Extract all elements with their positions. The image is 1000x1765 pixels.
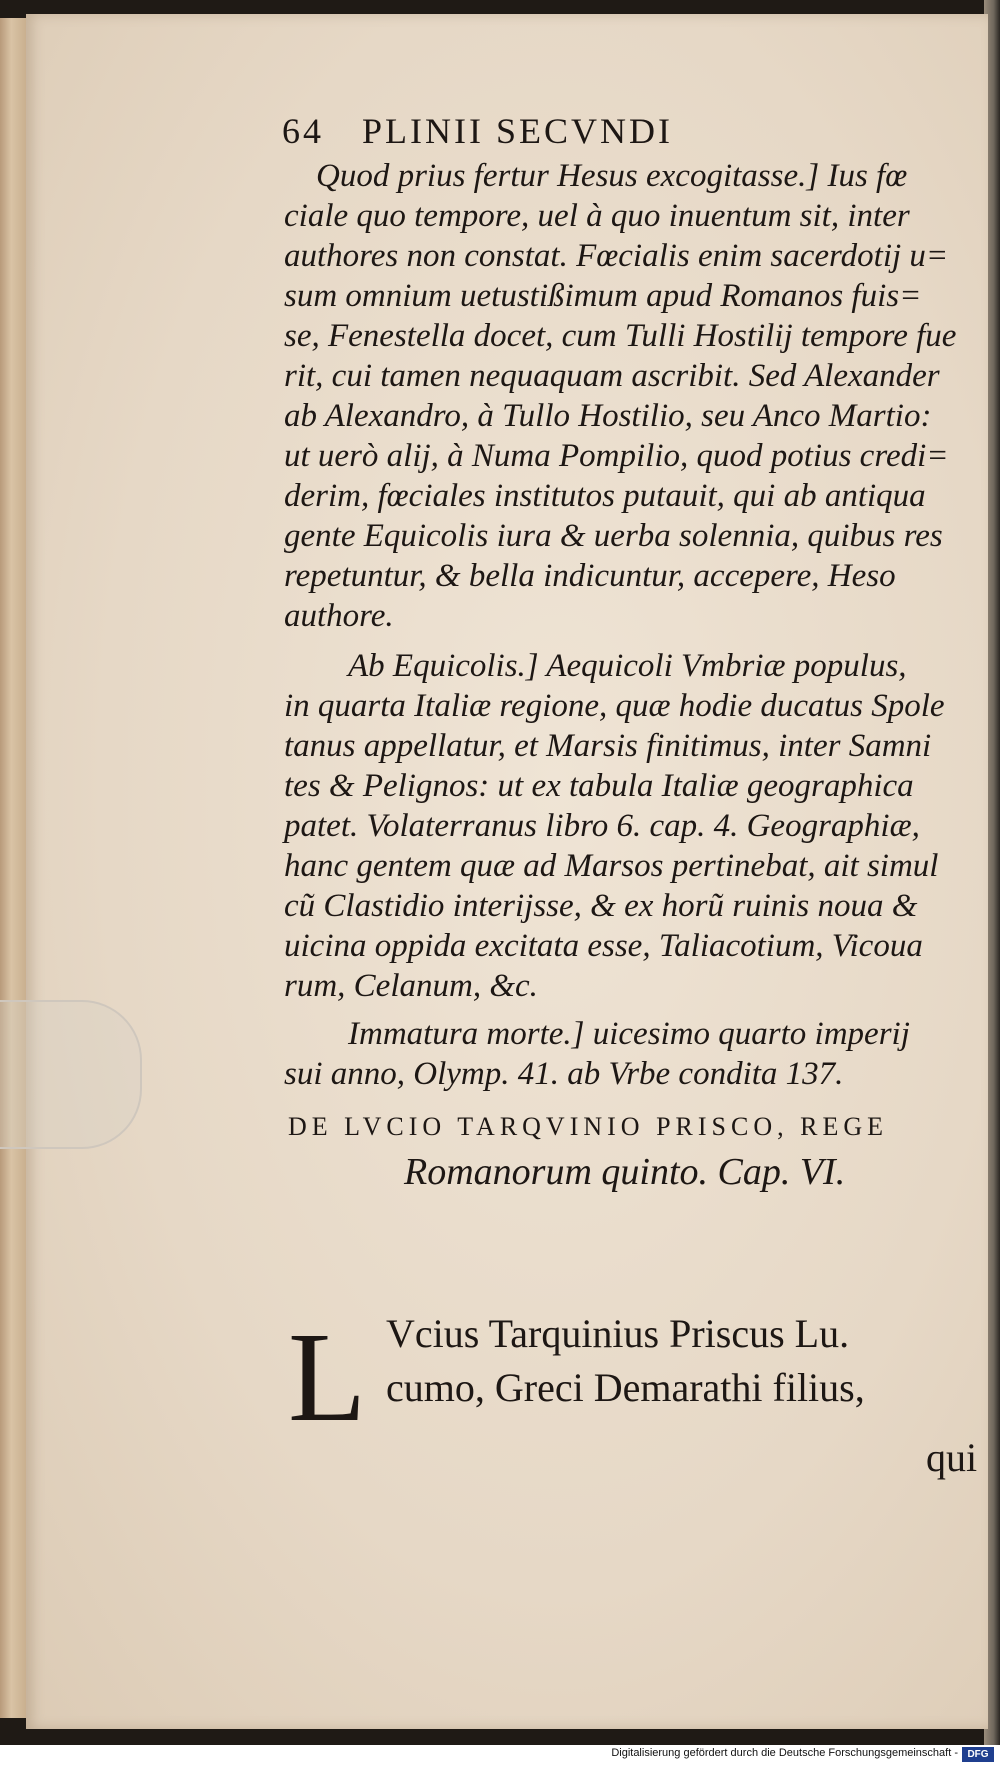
left-page-edge: [0, 18, 28, 1718]
chapter-heading-italic: Romanorum quinto. Cap. VI.: [404, 1151, 846, 1193]
commentary-line: repetuntur, & bella indicuntur, accepere, Heso: [284, 558, 896, 594]
commentary-line: patet. Volaterranus libro 6. cap. 4. Geographiæ,: [284, 808, 920, 844]
commentary-line: rum, Celanum, &c.: [284, 968, 538, 1004]
body-line: cumo, Greci Demarathi filius,: [386, 1365, 865, 1410]
footer-credit: Digitalisierung gefördert durch die Deutsche Forschungsgemeinschaft -: [611, 1747, 958, 1759]
page-text: [26, 14, 988, 1729]
commentary-line: authore.: [284, 598, 394, 634]
catchword: qui: [926, 1435, 978, 1480]
commentary-line: sui anno, Olymp. 41. ab Vrbe condita 137.: [284, 1056, 844, 1092]
commentary-line: uicina oppida excitata esse, Taliacotium, Vicoua: [284, 928, 923, 964]
chapter-heading-caps: DE LVCIO TARQVINIO PRISCO, REGE: [288, 1112, 888, 1141]
commentary-line: tes & Pelignos: ut ex tabula Italiæ geographica: [284, 768, 914, 804]
commentary-line: in quarta Italiæ regione, quæ hodie ducatus Spole: [284, 688, 945, 724]
book-page: [26, 14, 988, 1729]
commentary-line: cũ Clastidio interijsse, & ex horũ ruinis noua &: [284, 888, 918, 924]
commentary-line: derim, fœciales institutos putauit, qui ab antiqua: [284, 478, 926, 514]
commentary-line: Immatura morte.] uicesimo quarto imperij: [348, 1016, 910, 1052]
commentary-line: gente Equicolis iura & uerba solennia, quibus res: [284, 518, 943, 554]
commentary-line: se, Fenestella docet, cum Tulli Hostilij tempore fue: [284, 318, 957, 354]
dfg-logo-icon: DFG: [962, 1747, 994, 1762]
body-line: Vcius Tarquinius Priscus Lu.: [386, 1311, 850, 1356]
running-head: [282, 110, 882, 160]
commentary-line: rit, cui tamen nequaquam ascribit. Sed Alexander: [284, 358, 940, 394]
page-number: 64: [282, 111, 324, 151]
commentary-line: Ab Equicolis.] Aequicoli Vmbriæ populus,: [348, 648, 907, 684]
commentary-line: authores non constat. Fœcialis enim sacerdotij u=: [284, 238, 949, 274]
running-title: PLINII SECVNDI: [362, 111, 673, 151]
commentary-line: sum omnium uetustißimum apud Romanos fuis=: [284, 278, 922, 314]
drop-cap-initial: L: [288, 1306, 367, 1448]
commentary-line: hanc gentem quæ ad Marsos pertinebat, ait simul: [284, 848, 939, 884]
page-clip: [0, 1000, 142, 1149]
commentary-line: tanus appellatur, et Marsis finitimus, inter Samni: [284, 728, 932, 764]
commentary-line: ab Alexandro, à Tullo Hostilio, seu Anco Martio:: [284, 398, 932, 434]
commentary-line: Quod prius fertur Hesus excogitasse.] Ius fœ: [316, 158, 908, 194]
commentary-line: ut uerò alij, à Numa Pompilio, quod potius credi=: [284, 438, 949, 474]
commentary-line: ciale quo tempore, uel à quo inuentum sit, inter: [284, 198, 910, 234]
